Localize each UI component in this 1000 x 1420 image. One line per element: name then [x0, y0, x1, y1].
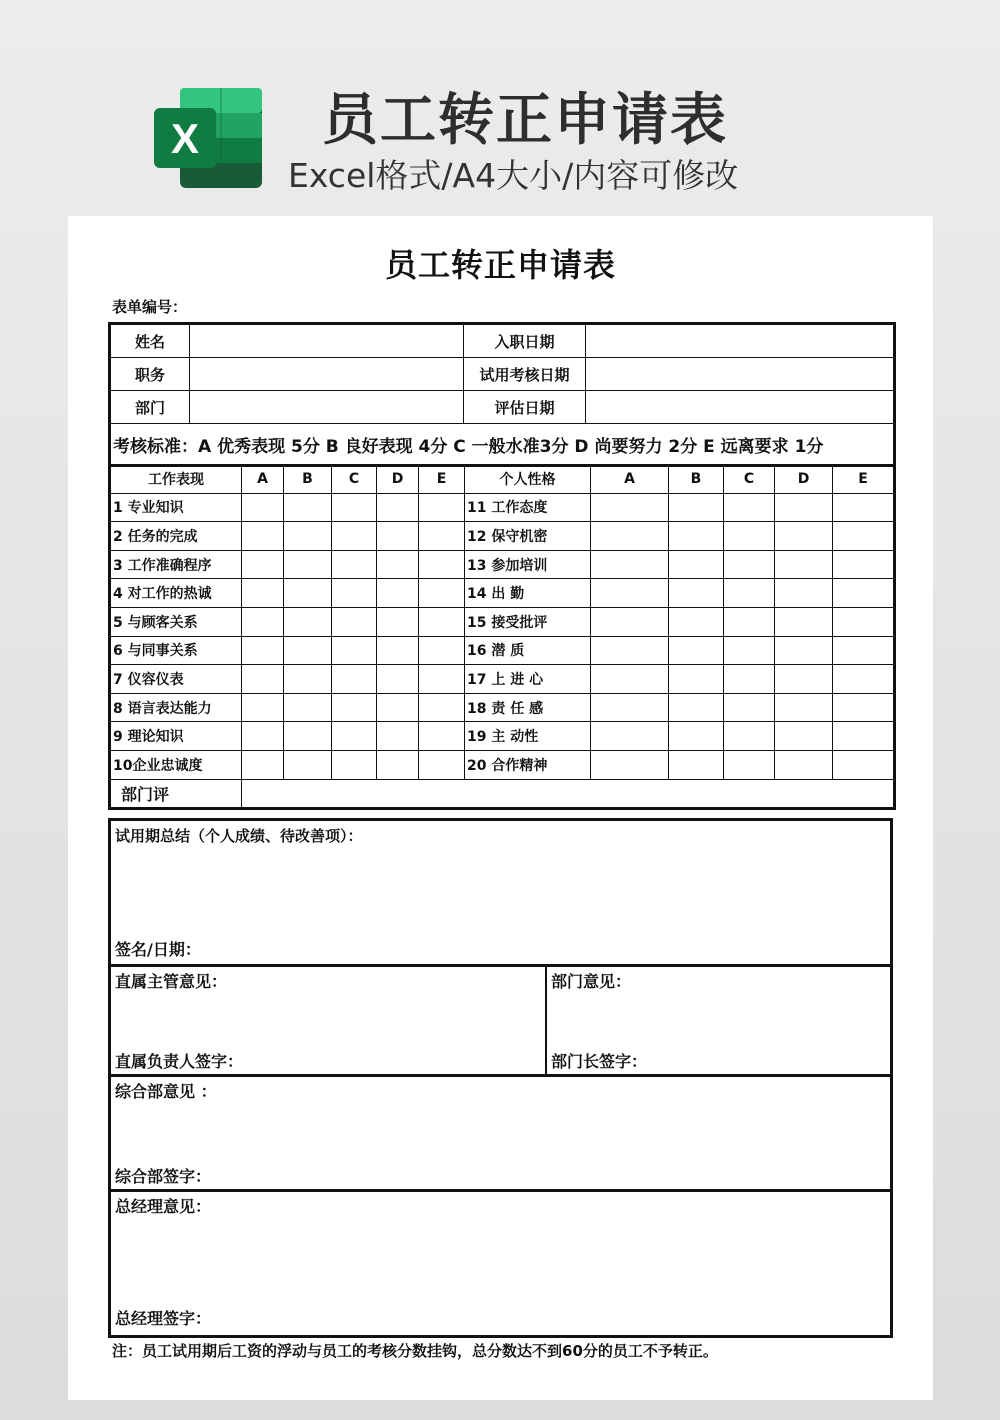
evaluation-table [108, 464, 896, 810]
score-cell[interactable] [724, 522, 775, 551]
score-cell[interactable] [591, 550, 669, 579]
score-cell[interactable] [284, 493, 332, 522]
score-cell[interactable] [669, 722, 724, 751]
personal-item-label: 18 责 任 感 [465, 693, 591, 722]
score-cell[interactable] [242, 636, 284, 665]
trial-date-label: 试用考核日期 [464, 358, 586, 391]
score-cell[interactable] [419, 579, 465, 608]
table-row [110, 522, 895, 551]
score-cell[interactable] [724, 579, 775, 608]
score-cell[interactable] [724, 636, 775, 665]
table-row [110, 693, 895, 722]
score-cell[interactable] [833, 522, 895, 551]
logo-letter: X [170, 115, 200, 162]
form-sheet [68, 216, 933, 1400]
score-cell[interactable] [775, 579, 833, 608]
table-row [110, 722, 895, 751]
work-item-label: 1 专业知识 [110, 493, 242, 522]
score-cell[interactable] [332, 493, 377, 522]
eval-date-label: 评估日期 [464, 391, 586, 424]
department-panel [547, 967, 890, 1074]
basic-info-table [108, 322, 896, 467]
score-cell[interactable] [377, 522, 419, 551]
work-item-label: 2 任务的完成 [110, 522, 242, 551]
score-cell[interactable] [833, 550, 895, 579]
general-sign-label: 综合部签字： [115, 1167, 212, 1186]
score-cell[interactable] [775, 522, 833, 551]
score-cell[interactable] [833, 750, 895, 779]
score-cell[interactable] [724, 750, 775, 779]
score-cell[interactable] [332, 722, 377, 751]
score-cell[interactable] [242, 579, 284, 608]
score-cell[interactable] [591, 722, 669, 751]
dept-eval-label: 部门评 [110, 779, 242, 809]
dept-eval-field[interactable] [242, 779, 895, 809]
eval-header-row [110, 465, 895, 494]
personal-item-label: 19 主 动性 [465, 722, 591, 751]
score-cell[interactable] [332, 750, 377, 779]
score-cell[interactable] [377, 579, 419, 608]
personal-item-label: 12 保守机密 [465, 522, 591, 551]
score-cell[interactable] [284, 522, 332, 551]
personal-item-label: 15 接受批评 [465, 607, 591, 636]
position-field[interactable] [190, 358, 464, 391]
work-item-label: 8 语言表达能力 [110, 693, 242, 722]
excel-logo-icon [152, 86, 264, 190]
score-cell[interactable] [724, 665, 775, 694]
eval-date-field[interactable] [586, 391, 895, 424]
grade-header-right: D [775, 465, 833, 494]
personal-item-label: 11 工作态度 [465, 493, 591, 522]
score-cell[interactable] [284, 693, 332, 722]
work-item-label: 9 理论知识 [110, 722, 242, 751]
work-item-label: 5 与顾客关系 [110, 607, 242, 636]
personal-item-label: 16 潜 质 [465, 636, 591, 665]
work-item-label: 10企业忠诚度 [110, 750, 242, 779]
score-cell[interactable] [833, 493, 895, 522]
score-cell[interactable] [242, 493, 284, 522]
grade-header-left: A [242, 465, 284, 494]
score-cell[interactable] [775, 722, 833, 751]
department-field[interactable] [190, 391, 464, 424]
table-row [110, 665, 895, 694]
score-cell[interactable] [833, 607, 895, 636]
table-row [110, 636, 895, 665]
score-cell[interactable] [419, 522, 465, 551]
score-cell[interactable] [669, 750, 724, 779]
score-cell[interactable] [242, 693, 284, 722]
score-cell[interactable] [284, 636, 332, 665]
score-cell[interactable] [377, 750, 419, 779]
score-cell[interactable] [332, 665, 377, 694]
work-performance-header: 工作表现 [110, 465, 242, 494]
scoring-standard: 考核标准：A 优秀表现 5分 B 良好表现 4分 C 一般水准3分 D 尚要努力 2分 E 远离要求 1分 [110, 424, 895, 466]
form-title: 员工转正申请表 [384, 246, 616, 284]
score-cell[interactable] [242, 550, 284, 579]
grade-header-left: D [377, 465, 419, 494]
personal-item-label: 20 合作精神 [465, 750, 591, 779]
page-header [0, 0, 1000, 215]
grade-header-left: B [284, 465, 332, 494]
score-cell[interactable] [284, 750, 332, 779]
score-cell[interactable] [591, 693, 669, 722]
score-cell[interactable] [775, 550, 833, 579]
dept-eval-row [110, 779, 895, 809]
personal-item-label: 14 出 勤 [465, 579, 591, 608]
score-cell[interactable] [419, 693, 465, 722]
score-cell[interactable] [284, 550, 332, 579]
score-cell[interactable] [332, 693, 377, 722]
score-cell[interactable] [284, 722, 332, 751]
score-cell[interactable] [724, 493, 775, 522]
department-label: 部门 [110, 391, 190, 424]
dept-opinion-label: 部门意见： [551, 972, 632, 991]
score-cell[interactable] [669, 522, 724, 551]
grade-header-left: C [332, 465, 377, 494]
name-label: 姓名 [110, 324, 190, 358]
footnote: 注：员工试用期后工资的浮动与员工的考核分数挂钩，总分数达不到60分的员工不予转正。 [112, 1342, 718, 1360]
personal-item-label: 13 参加培训 [465, 550, 591, 579]
direct-opinion-label: 直属主管意见： [115, 972, 228, 991]
score-cell[interactable] [419, 750, 465, 779]
work-item-label: 6 与同事关系 [110, 636, 242, 665]
score-cell[interactable] [419, 665, 465, 694]
score-cell[interactable] [242, 750, 284, 779]
table-row [110, 550, 895, 579]
form-number-label: 表单编号： [112, 298, 188, 316]
grade-header-right: A [591, 465, 669, 494]
work-item-label: 7 仪容仪表 [110, 665, 242, 694]
score-cell[interactable] [332, 550, 377, 579]
score-cell[interactable] [284, 579, 332, 608]
score-cell[interactable] [377, 607, 419, 636]
score-cell[interactable] [775, 636, 833, 665]
opinion-section [108, 964, 893, 1077]
personal-item-label: 17 上 进 心 [465, 665, 591, 694]
score-cell[interactable] [591, 750, 669, 779]
score-cell[interactable] [775, 493, 833, 522]
grade-header-right: E [833, 465, 895, 494]
score-cell[interactable] [591, 636, 669, 665]
score-cell[interactable] [419, 636, 465, 665]
score-cell[interactable] [591, 493, 669, 522]
score-cell[interactable] [724, 607, 775, 636]
score-cell[interactable] [669, 579, 724, 608]
score-cell[interactable] [724, 693, 775, 722]
score-cell[interactable] [833, 665, 895, 694]
score-cell[interactable] [242, 522, 284, 551]
table-row [110, 750, 895, 779]
score-cell[interactable] [724, 722, 775, 751]
score-cell[interactable] [591, 665, 669, 694]
score-cell[interactable] [332, 522, 377, 551]
score-cell[interactable] [669, 550, 724, 579]
work-item-label: 3 工作准确程序 [110, 550, 242, 579]
score-cell[interactable] [833, 722, 895, 751]
hire-date-field[interactable] [586, 324, 895, 358]
gm-section [108, 1189, 893, 1338]
position-label: 职务 [110, 358, 190, 391]
page-title: 员工转正申请表 [322, 88, 728, 153]
summary-section [108, 818, 893, 967]
direct-sign-label: 直属负责人签字： [115, 1052, 244, 1071]
score-cell[interactable] [724, 550, 775, 579]
score-cell[interactable] [833, 579, 895, 608]
score-cell[interactable] [591, 579, 669, 608]
score-cell[interactable] [242, 665, 284, 694]
score-cell[interactable] [377, 550, 419, 579]
work-item-label: 4 对工作的热诚 [110, 579, 242, 608]
score-cell[interactable] [377, 693, 419, 722]
score-cell[interactable] [419, 607, 465, 636]
gm-opinion-label: 总经理意见： [115, 1197, 212, 1216]
score-cell[interactable] [419, 722, 465, 751]
name-field[interactable] [190, 324, 464, 358]
grade-header-right: C [724, 465, 775, 494]
gm-sign-label: 总经理签字： [115, 1309, 212, 1328]
score-cell[interactable] [775, 607, 833, 636]
general-opinion-label: 综合部意见 ： [115, 1082, 217, 1101]
table-row [110, 579, 895, 608]
grade-header-right: B [669, 465, 724, 494]
score-cell[interactable] [591, 607, 669, 636]
score-cell[interactable] [833, 636, 895, 665]
score-cell[interactable] [284, 607, 332, 636]
summary-label: 试用期总结（个人成绩、待改善项）： [115, 827, 363, 845]
sign-date-label: 签名/日期： [115, 940, 201, 959]
general-dept-section [108, 1074, 893, 1192]
score-cell[interactable] [419, 550, 465, 579]
score-cell[interactable] [833, 693, 895, 722]
personal-trait-header: 个人性格 [465, 465, 591, 494]
score-cell[interactable] [377, 722, 419, 751]
score-cell[interactable] [284, 665, 332, 694]
score-cell[interactable] [242, 722, 284, 751]
table-row [110, 607, 895, 636]
score-cell[interactable] [669, 665, 724, 694]
score-cell[interactable] [669, 636, 724, 665]
score-cell[interactable] [419, 493, 465, 522]
hire-date-label: 入职日期 [464, 324, 586, 358]
score-cell[interactable] [332, 636, 377, 665]
score-cell[interactable] [332, 579, 377, 608]
dept-head-sign-label: 部门长签字： [551, 1052, 648, 1071]
score-cell[interactable] [775, 693, 833, 722]
score-cell[interactable] [669, 607, 724, 636]
score-cell[interactable] [242, 607, 284, 636]
score-cell[interactable] [591, 522, 669, 551]
score-cell[interactable] [377, 665, 419, 694]
score-cell[interactable] [775, 750, 833, 779]
table-row [110, 493, 895, 522]
trial-date-field[interactable] [586, 358, 895, 391]
score-cell[interactable] [775, 665, 833, 694]
score-cell[interactable] [332, 607, 377, 636]
score-cell[interactable] [377, 636, 419, 665]
direct-supervisor-panel [111, 967, 547, 1074]
score-cell[interactable] [669, 693, 724, 722]
page-subtitle: Excel格式/A4大小/内容可修改 [288, 156, 739, 195]
score-cell[interactable] [377, 493, 419, 522]
score-cell[interactable] [669, 493, 724, 522]
grade-header-left: E [419, 465, 465, 494]
